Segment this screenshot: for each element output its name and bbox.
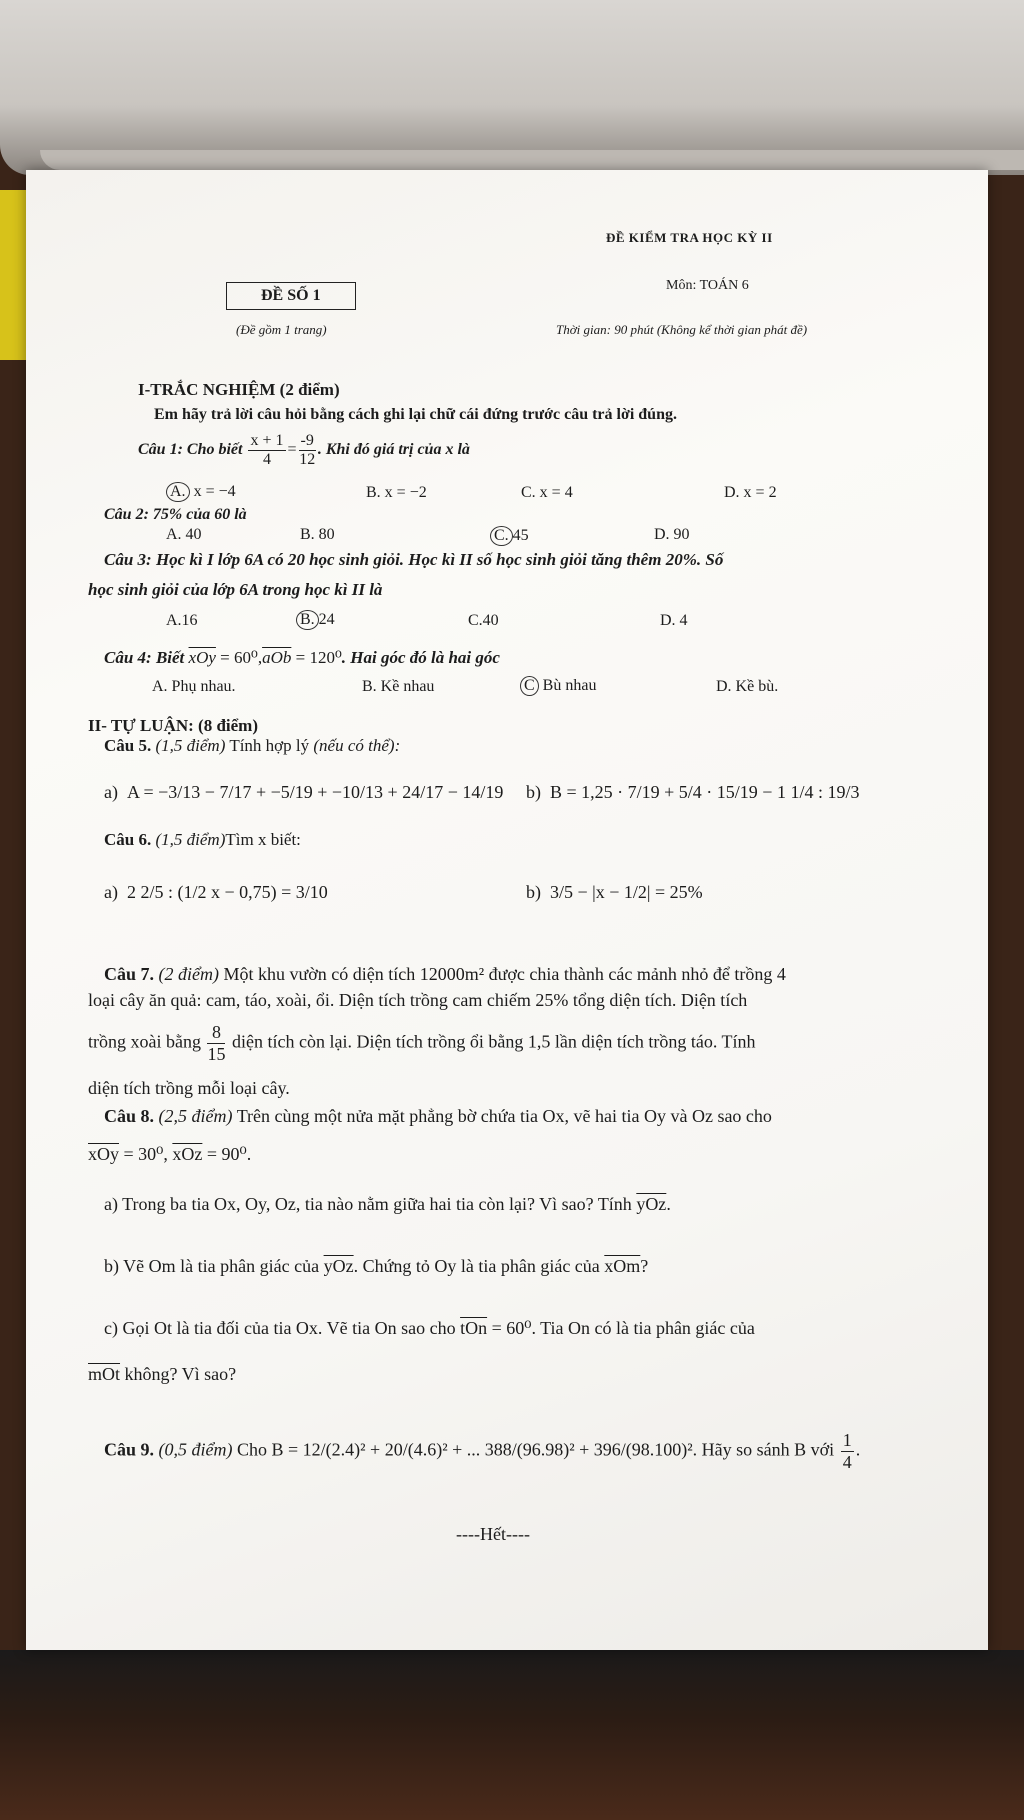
desk-surface [0,1650,1024,1820]
part2-title: II- TỰ LUẬN: (8 điểm) [88,716,258,735]
q2-option-a: A. 40 [166,526,202,543]
q8-b-angle2: $\overline{xOm}$ [604,1256,641,1276]
q2-text: Câu 2: 75% của 60 là [104,506,247,523]
q8-part-a: a) Trong ba tia Ox, Oy, Oz, tia nào nằm giữa hai tia còn lại? Vì sao? Tính $\overline{yOz}$. [104,1194,671,1214]
q4-label: Câu 4: Biết [104,648,185,667]
q9-points: (0,5 điểm) [158,1439,233,1460]
q1-lhs-den: 4 [262,451,271,468]
q1-rhs-fraction [299,432,316,469]
question-6 [104,830,301,850]
q8-b-text2: . Chứng tỏ Oy là tia phân giác của [353,1256,600,1276]
q4-option-d: D. Kề bù. [716,678,779,695]
q4-angle-aob: $\overline{aOb}$ [262,648,292,667]
q8-text-line1: Trên cùng một nửa mặt phẳng bờ chứa tia Ox, vẽ hai tia Oy và Oz sao cho [236,1106,772,1126]
q8-a-angle: $\overline{yOz}$ [636,1194,667,1214]
q6-b-expression: 3/5 − |x − 1/2| = 25% [550,882,703,902]
q5-points: (1,5 điểm) [155,736,226,755]
q8-angles [88,1144,251,1165]
q1-rhs-num: -9 [300,432,314,449]
q2-option-b: B. 80 [300,526,335,543]
q6-b-label: b) [526,882,541,902]
q5-b-expression: B = 1,25 · 7/19 + 5/4 · 15/19 − 1 1/4 : 19/3 [550,782,860,802]
exam-paper [26,170,988,1650]
question-9: Câu 9. (0,5 điểm) Cho B = 12/(2.4)² + 20/(4.6)² + ... 388/(96.98)² + 396/(98.100)². Hãy so sánh B với $\frac{1}{4}$ . [104,1430,861,1472]
q1-option-a-value: x = −4 [193,483,236,500]
q1-option-a [166,482,236,502]
q3-option-c: C.40 [468,612,499,629]
part1-title: I-TRẮC NGHIỆM (2 điểm) [138,380,340,399]
exam-code-box: ĐỀ SỐ 1 [226,282,356,310]
q5-label: Câu 5. [104,736,152,755]
q4-option-c [520,676,596,696]
q4-value-1: = 60⁰, [215,648,263,667]
q8-c-text2: = 60⁰. Tia On có là tia phân giác của [487,1318,755,1338]
q1-option-d: D. x = 2 [724,484,777,501]
q8-angle-xoz: $\overline{xOz}$ [172,1144,203,1164]
yellow-object [0,190,28,360]
q1-option-b: B. x = −2 [366,484,427,501]
q8-points: (2,5 điểm) [158,1106,233,1126]
q5-text: Tính hợp lý [229,736,310,755]
question-5 [104,736,400,756]
q5-a-expression: A = −3/13 − 7/17 + −5/19 + −10/13 + 24/17 − 14/19 [126,782,504,802]
q5-a-label: a) [104,782,118,802]
q5-b-label: b) [526,782,541,802]
q8-value-1: = 30⁰, [119,1144,173,1164]
q9-text: Cho [237,1439,268,1460]
q4-tail: . Hai góc đó là hai góc [341,648,500,667]
q9-tail: . Hãy so sánh B với [692,1439,835,1460]
q6-a-label: a) [104,882,118,902]
q7-line4: diện tích trồng mỗi loại cây. [88,1078,290,1098]
q3-option-b [296,610,335,630]
q7-points: (2 điểm) [158,964,219,984]
q3-option-a: A.16 [166,612,198,629]
q9-cmp-den: 4 [842,1452,852,1472]
q3-line1: Câu 3: Học kì I lớp 6A có 20 học sinh giỏi. Học kì II số học sinh giỏi tăng thêm 20%. Số [104,550,724,569]
q5-note: (nếu có thể): [313,736,401,755]
pages-note: (Đề gồm 1 trang) [236,322,327,337]
q3-option-b-letter: B. [296,610,319,630]
q7-frac-num: 8 [207,1022,225,1044]
q7-text-line1: Một khu vườn có diện tích 12000m² được chia thành các mảnh nhỏ để trồng 4 [223,964,786,984]
subject: Môn: TOÁN 6 [666,278,749,293]
q7-frac-den: 15 [207,1044,226,1064]
q6-text: Tìm x biết: [225,830,301,849]
q8-c-angle2: $\overline{mOt}$ [88,1364,121,1384]
q8-line1 [104,1106,772,1127]
q8-value-2: = 90⁰. [202,1144,252,1164]
q4-value-2: = 120⁰ [291,648,342,667]
q8-b-text1: b) Vẽ Om là tia phân giác của [104,1256,320,1276]
q8-angle-xoy: $\overline{xOy}$ [88,1144,119,1164]
q8-part-c [104,1318,755,1339]
q1-lhs-num: x + 1 [250,432,284,449]
exam-title: ĐỀ KIỂM TRA HỌC KỲ II [606,230,773,245]
q8-a-text: a) Trong ba tia Ox, Oy, Oz, tia nào nằm giữa hai tia còn lại? Vì sao? Tính [104,1194,632,1214]
q3-line2: học sinh giỏi của lớp 6A trong học kì II là [88,580,383,599]
q8-c-text3: không? Vì sao? [124,1364,237,1384]
q2-option-c [490,526,529,546]
part1-instruction: Em hãy trả lời câu hỏi bằng cách ghi lại chữ cái đứng trước câu trả lời đúng. [154,406,677,423]
q1-lhs-fraction [248,432,285,469]
q2-option-d: D. 90 [654,526,690,543]
q8-c-text1: c) Gọi Ot là tia đối của tia Ox. Vẽ tia On sao cho [104,1318,456,1338]
q8-b-angle1: $\overline{yOz}$ [323,1256,354,1276]
q5-part-b [526,782,859,803]
q7-fraction [207,1022,225,1065]
q8-c-angle1: $\overline{tOn}$ [460,1318,488,1338]
q3-option-b-value: 24 [318,611,335,628]
q7-line1 [104,964,786,985]
q2-option-c-value: 45 [512,527,529,544]
q7-line3-end: diện tích còn lại. Diện tích trồng ổi bằng 1,5 lần diện tích trồng táo. Tính [231,1031,756,1052]
q7-label: Câu 7. [104,964,155,984]
q4-option-c-value: Bù nhau [542,677,597,694]
question-1: Câu 1: Cho biết $\frac{x + 1}{4}$ = $\frac{-9}{12}$ . Khi đó giá trị của x là [138,432,470,468]
q9-expression: B = 12/(2.4)² + 20/(4.6)² + ... 388/(96.98)² + 396/(98.100)² [271,1439,693,1460]
q9-cmp-num: 1 [842,1430,852,1450]
q4-option-b: B. Kề nhau [362,678,435,695]
q7-line3 [88,1022,756,1065]
q8-part-b: b) Vẽ Om là tia phân giác của $\overline{yOz}$. Chứng tỏ Oy là tia phân giác của $\overline{xOm}$? [104,1256,649,1276]
q8-label: Câu 8. [104,1106,155,1126]
q6-part-b [526,882,703,903]
q5-part-a [104,782,503,803]
time-note: Thời gian: 90 phút (Không kể thời gian phát đề) [556,322,808,337]
q7-line3-start: trồng xoài bằng [88,1031,201,1052]
q1-rhs-den: 12 [299,451,316,468]
q4-option-a: A. Phụ nhau. [152,678,236,695]
question-4 [104,648,500,668]
q1-option-a-letter: A. [166,482,190,502]
q4-option-c-letter: C [520,676,539,696]
q8-part-c-cont [88,1364,236,1385]
q4-angle-xoy: $\overline{xOy}$ [188,648,216,667]
q7-line2: loại cây ăn quả: cam, táo, xoài, ổi. Diện tích trồng cam chiếm 25% tổng diện tích. Diện tích [88,990,748,1010]
q1-tail: . Khi đó giá trị của x là [317,441,470,459]
q1-label: Câu 1: Cho biết [138,441,243,459]
q6-points: (1,5 điểm) [155,830,226,849]
end-marker: ----Hết---- [456,1524,530,1544]
q9-label: Câu 9. [104,1439,155,1460]
q2-option-c-letter: C. [490,526,513,546]
q3-option-d: D. 4 [660,612,688,629]
q6-a-expression: 2 2/5 : (1/2 x − 0,75) = 3/10 [126,882,328,902]
q6-part-a [104,882,328,903]
q9-compare-fraction [841,1430,854,1473]
q6-label: Câu 6. [104,830,152,849]
q1-option-c: C. x = 4 [521,484,573,501]
laptop-background [0,0,1024,175]
laptop-edge [40,150,1024,170]
